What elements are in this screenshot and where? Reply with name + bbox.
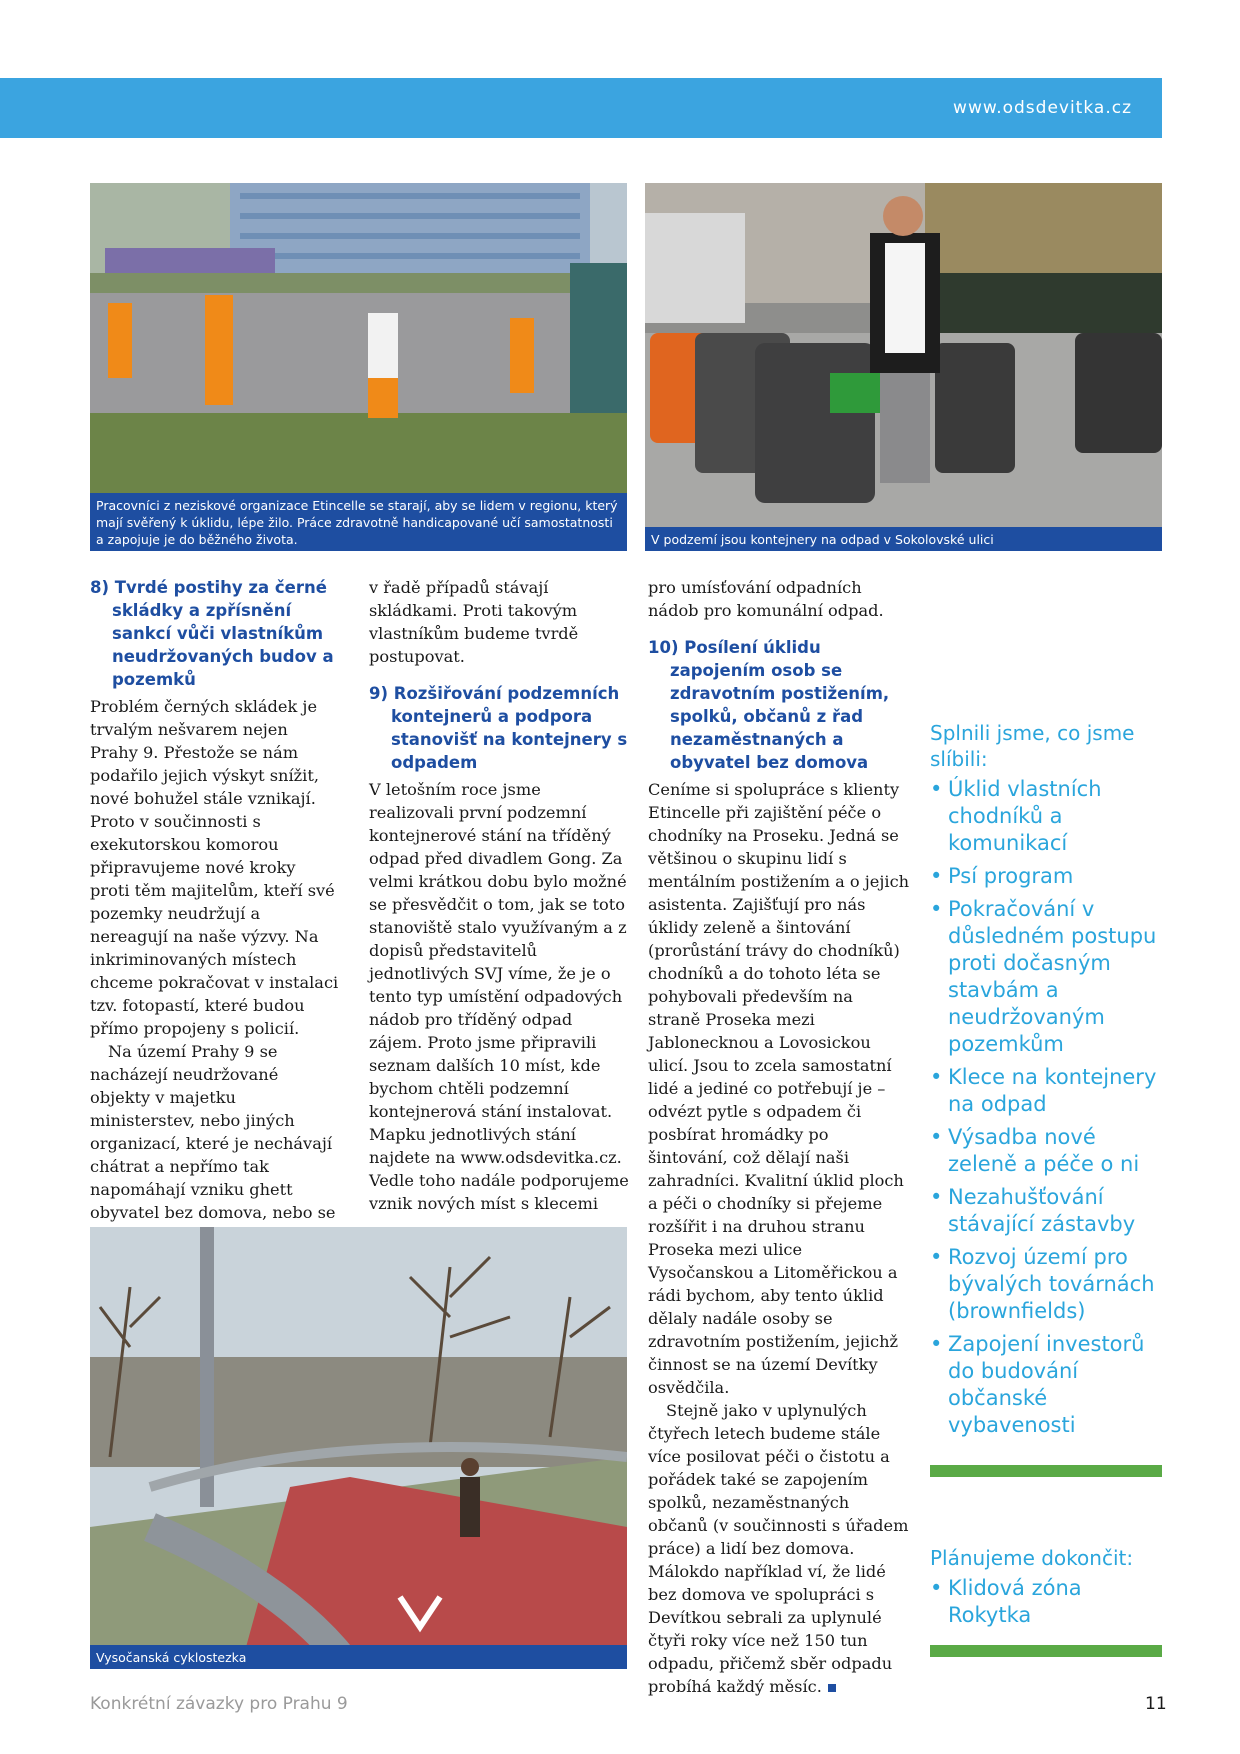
- list-item: • Zapojení investorů do budování občanské vybavenosti: [930, 1331, 1165, 1439]
- list-item: • Nezahušťování stávající zástavby: [930, 1184, 1165, 1238]
- sidebar-divider: [930, 1465, 1162, 1477]
- col1-paragraph-2: Na území Prahy 9 se nacházejí neudržované objekty v majetku ministerstev, nebo jiných organizací, které je nechávají chátrat a nepřímo tak napomáhají vzniku ghett obyvatel bez domova, nebo se: [90, 1042, 336, 1222]
- column-2: [369, 576, 629, 1215]
- column-3: [648, 576, 910, 1698]
- heading-10: 10) Posílení úklidu zapojením osob se zdravotním postižením, spolků, občanů z řad nezaměstnaných a obyvatel bez domova: [648, 638, 890, 772]
- list-item: • Klidová zóna Rokytka: [930, 1575, 1165, 1629]
- heading-9: 9) Rozšiřování podzemních kontejnerů a podpora stanovišť na kontejnery s odpadem: [369, 684, 628, 772]
- sidebar-plan-title: Plánujeme dokončit:: [930, 1546, 1134, 1570]
- header-bar: [0, 78, 1162, 138]
- photo-workers: [90, 183, 627, 551]
- photo-containers-icon: [645, 183, 1162, 551]
- col3-paragraph-1: Ceníme si spolupráce s klienty Etincelle při zajištění péče o chodníky na Proseku. Jedná se většinou o skupinu lidí s mentálním postižením a o jejich asistenta. Zajišťují pro nás úklidy zeleně a šintování (prorůstání trávy do chodníků) chodníků a do tohoto léta se pohybovali především na straně Proseka mezi Jablonecknou a Lovosickou ulicí. Jsou to zcela samostatní lidé a jediné co potřebují je – odvézt pytle s odpadem či posbírat hromádky po šintování, což dělají naši zahradníci. Kvalitní úklid ploch a péči o chodníky si přejeme rozšířit i na druhou stranu Proseka mezi ulice Vysočanskou a Litoměřickou a rádi bychom, aby tento úklid dělaly nadále osoby se zdravotním postižením, jejichž činnost se na území Devítky osvědčila.: [648, 780, 910, 1397]
- sidebar-plan-list: [930, 1575, 1165, 1629]
- list-item: • Psí program: [930, 863, 1165, 890]
- list-item: • Pokračování v důsledném postupu proti dočasným stavbám a neudržovaným pozemkům: [930, 896, 1165, 1058]
- list-item: • Klece na kontejnery na odpad: [930, 1064, 1165, 1118]
- column-1: [90, 576, 340, 1224]
- col2-paragraph-0: v řadě případů stávají skládkami. Proti takovým vlastníkům budeme tvrdě postupovat.: [369, 578, 579, 666]
- photo-containers: [645, 183, 1162, 551]
- photo-workers-caption: Pracovníci z neziskové organizace Etincelle se starají, aby se lidem v regionu, který mají svěřený k úklidu, lépe žilo. Práce zdravotně handicapované učí samostatnosti a zapojuje je do běžného života.: [90, 493, 627, 551]
- sidebar-done: [930, 720, 1165, 1445]
- photo-containers-caption: V podzemí jsou kontejnery na odpad v Sokolovské ulici: [645, 527, 1162, 551]
- header-url[interactable]: www.odsdevitka.cz: [953, 98, 1132, 118]
- photo-bike-path-icon: [90, 1227, 627, 1669]
- photo-bike-path-caption: Vysočanská cyklostezka: [90, 1645, 627, 1669]
- list-item: • Výsadba nové zeleně a péče o ni: [930, 1124, 1165, 1178]
- list-item: • Rozvoj území pro bývalých továrnách (brownfields): [930, 1244, 1165, 1325]
- sidebar-plan: [930, 1545, 1165, 1635]
- col1-paragraph-1: Problém černých skládek je trvalým nešvarem nejen Prahy 9. Přestože se nám podařilo jejich výskyt snížit, nové bohužel stále vznikají. Proto v součinnosti s exekutorskou komorou připravujeme nové kroky proti těm majitelům, kteří své pozemky neudržují a nereagují na naše výzvy. Na inkriminovaných místech chceme pokračovat v instalaci tzv. fotopastí, které budou přímo propojeny s policií.: [90, 697, 339, 1038]
- photo-bike-path: [90, 1227, 627, 1669]
- heading-8: 8) Tvrdé postihy za černé skládky a zpřísnění sankcí vůči vlastníkům neudržovaných budov a pozemků: [90, 578, 334, 689]
- col2-paragraph-1: V letošním roce jsme realizovali první podzemní kontejnerové stání na tříděný odpad před divadlem Gong. Za velmi krátkou dobu bylo možné se přesvědčit o tom, jak se toto stanoviště stalo využívaným a z dopisů představitelů jednotlivých SVJ víme, že je o tento typ umístění odpadových nádob pro tříděný odpad zájem. Proto jsme připravili seznam dalších 10 míst, kde bychom chtěli podzemní kontejnerová stání instalovat. Mapku jednotlivých stání najdete na www.odsdevitka.cz. Vedle toho nadále podporujeme vznik nových míst s klecemi: [369, 780, 629, 1213]
- list-item: • Úklid vlastních chodníků a komunikací: [930, 776, 1165, 857]
- sidebar-done-list: [930, 776, 1165, 1439]
- end-mark-icon: [828, 1684, 836, 1692]
- page-number: 11: [1145, 1694, 1167, 1714]
- sidebar-done-title: Splnili jsme, co jsme slíbili:: [930, 721, 1135, 771]
- col3-paragraph-0: pro umísťování odpadních nádob pro komunální odpad.: [648, 578, 884, 620]
- footer-title: Konkrétní závazky pro Prahu 9: [90, 1694, 348, 1714]
- col3-paragraph-2: [648, 1399, 910, 1698]
- col3-paragraph-2-text: Stejně jako v uplynulých čtyřech letech budeme stále více posilovat péči o čistotu a pořádek také se zapojením spolků, nezaměstnaných občanů (v součinnosti s úřadem práce) a lidí bez domova. Málokdo například ví, že lidé bez domova ve spolupráci s Devítkou sebrali za uplynulé čtyři roky více než 150 tun odpadu, přičemž sběr odpadu probíhá každý měsíc.: [648, 1401, 909, 1696]
- sidebar-divider-bottom: [930, 1645, 1162, 1657]
